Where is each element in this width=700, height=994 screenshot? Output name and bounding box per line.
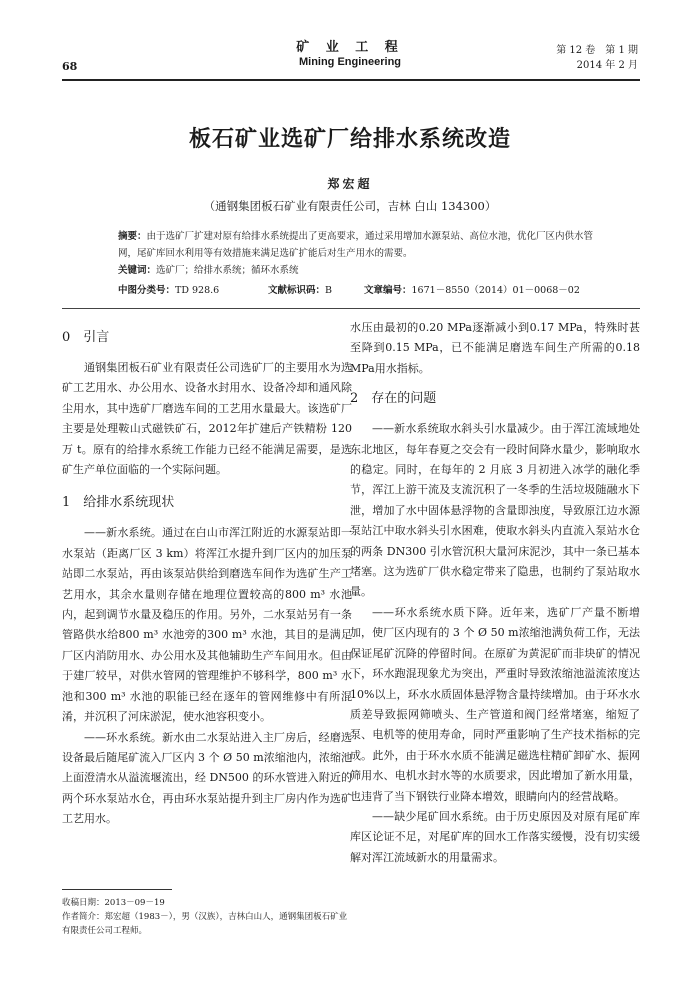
clc-number: 中图分类号：TD 928.6 bbox=[118, 285, 220, 296]
author-affiliation: （通钢集团板石矿业有限责任公司，吉林 白山 134300） bbox=[203, 199, 497, 213]
article-title: 板石矿业选矿厂给排水系统改造 bbox=[188, 126, 511, 152]
issue-date: 2014 年 2 月 bbox=[576, 59, 638, 71]
article-id: 文章编号：1671－8550（2014）01－0068－02 bbox=[364, 285, 580, 296]
footnote bbox=[62, 896, 352, 938]
abstract-rule bbox=[62, 308, 640, 309]
abstract-text: 由于选矿厂扩建对原有给排水系统提出了更高要求，通过采用增加水源泵站、高位水池，优化厂区内供水管网，尾矿库回水利用等有效措施来满足选矿扩能后对生产用水的需要。 bbox=[118, 231, 594, 259]
left-column bbox=[62, 326, 352, 830]
section-2-heading: 2 存在的问题 bbox=[350, 391, 437, 407]
author-bio: 作者简介：郑宏超（1983－），男（汉族），吉林白山人，通钢集团板石矿业有限责任公司工程师。 bbox=[62, 912, 348, 936]
author-name: 郑宏超 bbox=[327, 177, 373, 191]
footnote-rule bbox=[62, 889, 172, 890]
section-2-paragraph-3: ——缺少尾矿回水系统。由于历史原因及对原有尾矿库库区论证不足，对尾矿库的回水工作落实缓慢，没有切实缓解对浑江流域新水的用量需求。 bbox=[350, 809, 640, 864]
journal-header bbox=[250, 40, 450, 70]
journal-name-cn: 矿 业 工 程 bbox=[296, 40, 404, 55]
right-column bbox=[350, 318, 640, 868]
section-0-paragraph: 通钢集团板石矿业有限责任公司选矿厂的主要用水为选矿工艺用水、办公用水、设备水封用水、设备冷却和通风除尘用水，其中选矿厂磨选车间的工艺用水量最大。该选矿厂主要是处理鞍山式磁铁矿石，2012年扩建后产铁精粉 120 万 t。原有的给排水系统工作能力已经不能满足需要，是选矿生产单位面临的一个实际问题。 bbox=[62, 361, 352, 477]
page-number: 68 bbox=[62, 60, 78, 73]
section-1-heading: 1 给排水系统现状 bbox=[62, 495, 175, 511]
keywords-label: 关键词： bbox=[118, 265, 157, 276]
section-1-paragraph-1: ——新水系统。通过在白山市浑江附近的水源泵站即一水泵站（距离厂区 3 km）将浑江水提升到厂区内的加压泵站即二水泵站，再由该泵站供给到磨选车间作为选矿生产工艺用水，其余水量则存储在地理位置较高的800 m³ 水池内，起到调节水量及稳压的作用。另外，二水泵站另有一条管路供水给800 m³ 水池旁的300 m³ 水池，其目的是满足厂区内消防用水、办公用水及其他辅助生产车间用水。但由于建厂较早，对供水管网的管理维护不够科学，800 m³ 水池和300 m³ 水池的职能已经在逐年的管网维修中有所混淆，并沉积了河床淤泥，使水池容积变小。 bbox=[62, 526, 352, 724]
header-rule bbox=[62, 79, 640, 81]
abstract-label: 摘要： bbox=[118, 231, 147, 242]
section-2-paragraph-2: ——环水系统水质下降。近年来，选矿厂产量不断增加，使厂区内现有的 3 个 Ø 50 m浓缩池满负荷工作，无法保证尾矿沉降的停留时间。在原矿为黄泥矿而非块矿的情况下，环水跑混现象尤为突出，严重时导致浓缩池溢流浓度达 10%以上，环水水质固体悬浮物含量持续增加。由于环水水质差导致振网筛喷头、生产管道和阀门经常堵塞，缩短了泵、电机等的使用寿命，同时严重影响了生产技术指标的完成。此外，由于环水水质不能满足磁选柱精矿卸矿水、振网筛用水、电机水封水等的水质要求，因此增加了新水用量，也违背了当下钢铁行业降本增效，眼睛向内的经营战略。 bbox=[350, 605, 640, 803]
section-1-paragraph-2: ——环水系统。新水由二水泵站进入主厂房后，经磨选设备最后随尾矿流入厂区内 3 个 Ø 50 m浓缩池内，浓缩池上面澄清水从溢流堰流出，经 DN500 的环水管进入附近的两个环水泵站水仓，再由环水泵站提升到主厂房内作为选矿工艺用水。 bbox=[62, 730, 352, 826]
volume-issue: 第 12 卷 第 1 期 bbox=[556, 45, 638, 56]
abstract bbox=[118, 228, 598, 262]
received-date: 收稿日期：2013－09－19 bbox=[62, 898, 165, 908]
keywords-text: 选矿厂；给排水系统；循环水系统 bbox=[156, 265, 299, 276]
keywords bbox=[118, 262, 598, 279]
continued-paragraph: 水压由最初的0.20 MPa逐渐减小到0.17 MPa，特殊时甚至降到0.15 MPa，已不能满足磨选车间生产所需的0.18 MPa用水指标。 bbox=[350, 321, 640, 375]
section-2-paragraph-1: ——新水系统取水斜头引水量减少。由于浑江流域地处东北地区，每年春夏之交会有一段时间降水量少，影响取水的稳定。同时，在每年的 2 月底 3 月初进入冰学的融化季节，浑江上游干流及支流沉积了一冬季的生活垃圾随融水下泄，增加了水中固体悬浮物的含量即浊度，导致原江边水源泵站江中取水斜头引水困难，使取水斜头内直流入泵站水仓的两条 DN300 引水管沉积大量河床泥沙，其中一条已基本堵塞。这为选矿厂供水稳定带来了隐患，也制约了泵站取水量。 bbox=[350, 422, 640, 599]
issue-info bbox=[520, 44, 638, 73]
abstract-block bbox=[118, 228, 598, 279]
section-0-heading: 0 引言 bbox=[62, 330, 110, 345]
journal-name-en: Mining Engineering bbox=[298, 56, 402, 69]
document-code: 文献标识码：B bbox=[268, 285, 332, 296]
